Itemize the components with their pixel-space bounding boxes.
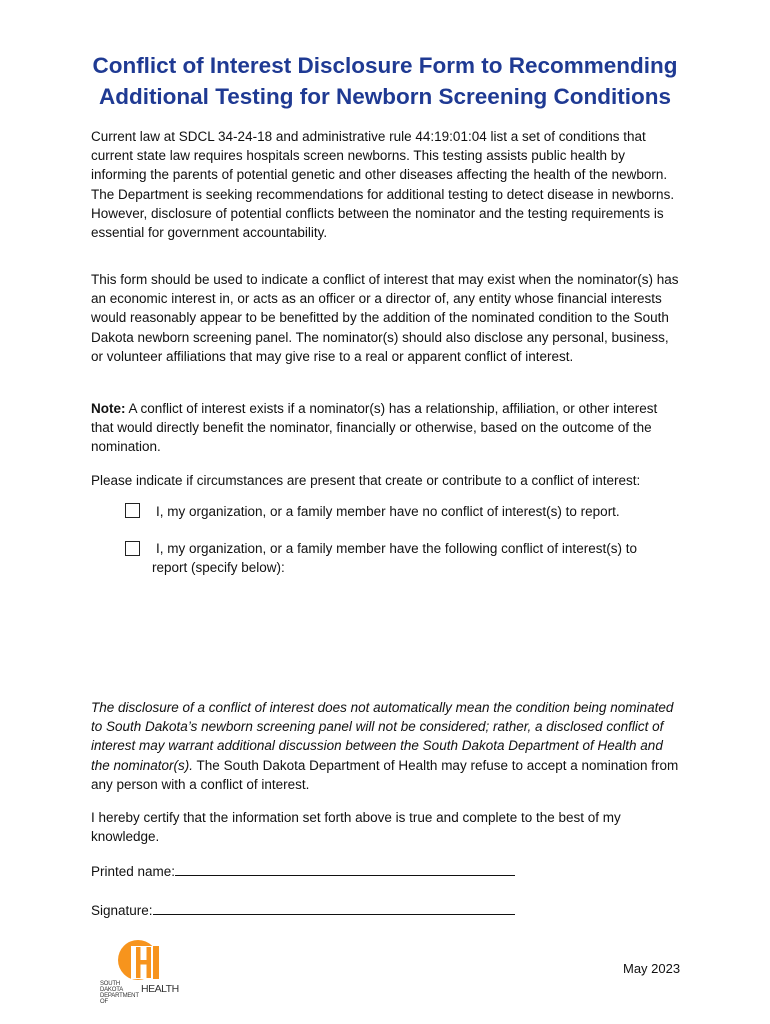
has-conflict-label-line1: I, my organization, or a family member have the following conflict of interest(s) to <box>156 541 637 556</box>
note-text: A conflict of interest exists if a nominator(s) has a relationship, affiliation, or other interest that would directly benefit the nominator, financially or otherwise, based on the outcome of the nomination. <box>91 401 658 455</box>
no-conflict-checkbox[interactable] <box>125 503 140 518</box>
title-line-1: Conflict of Interest Disclosure Form to Recommending <box>92 53 678 78</box>
signature-field[interactable] <box>91 900 515 920</box>
conflict-prompt: Please indicate if circumstances are present that create or contribute to a conflict of interest: <box>91 473 641 488</box>
printed-name-line[interactable] <box>175 861 515 876</box>
note-label: Note: <box>91 401 126 416</box>
title-line-2: Additional Testing for Newborn Screening Conditions <box>98 84 672 109</box>
has-conflict-checkbox[interactable] <box>125 541 140 556</box>
signature-label: Signature: <box>91 903 153 918</box>
page-title <box>60 50 710 112</box>
form-date: May 2023 <box>623 961 681 976</box>
intro-paragraph: Current law at SDCL 34-24-18 and administrative rule 44:19:01:04 list a set of conditions that current state law requires hospitals screen newborns. This testing assists public health by informing the parents of potential genetic and other diseases affecting the health of the newborn. The Department is seeking recommendations for additional testing to detect disease in newborns. However, disclosure of potential conflicts between the nominator and the testing requirements is essential for government accountability. <box>91 129 675 241</box>
signature-line[interactable] <box>153 900 515 915</box>
has-conflict-label-line2: report (specify below): <box>152 560 285 576</box>
printed-name-label: Printed name: <box>91 864 176 879</box>
disclaimer-rest: The South Dakota Department of Health may refuse to accept a nomination from any person with a conflict of interest. <box>91 757 679 792</box>
purpose-paragraph: This form should be used to indicate a conflict of interest that may exist when the nominator(s) has an economic interest in, or acts as an officer or a director of, any entity whose financial interests would reasonably appear to be benefitted by the addition of the nominated condition to the South Dakota newborn screening panel. The nominator(s) should also disclose any personal, business, or volunteer affiliations that may give rise to a real or apparent conflict of interest. <box>91 272 679 364</box>
option-has-conflict[interactable] <box>125 539 685 577</box>
no-conflict-label: I, my organization, or a family member have no conflict of interest(s) to report. <box>156 504 620 519</box>
disclaimer-italic: The disclosure of a conflict of interest does not automatically mean the condition being nominated to South Dakota’s newborn screening panel will not be considered; rather, a disclosed conflict of interest may warrant additional discussion between the South Dakota Department of Health and the nominator(s). <box>91 700 674 773</box>
option-no-conflict[interactable] <box>125 502 685 521</box>
logo-small-text: SOUTH DAKOTA DEPARTMENT OF <box>100 981 139 1005</box>
certify-paragraph: I hereby certify that the information set forth above is true and complete to the best of my knowledge. <box>91 810 621 845</box>
disclaimer-paragraph <box>91 698 681 794</box>
logo-health-word: HEALTH <box>141 983 179 995</box>
note-paragraph <box>91 399 681 457</box>
printed-name-field[interactable] <box>91 861 515 881</box>
